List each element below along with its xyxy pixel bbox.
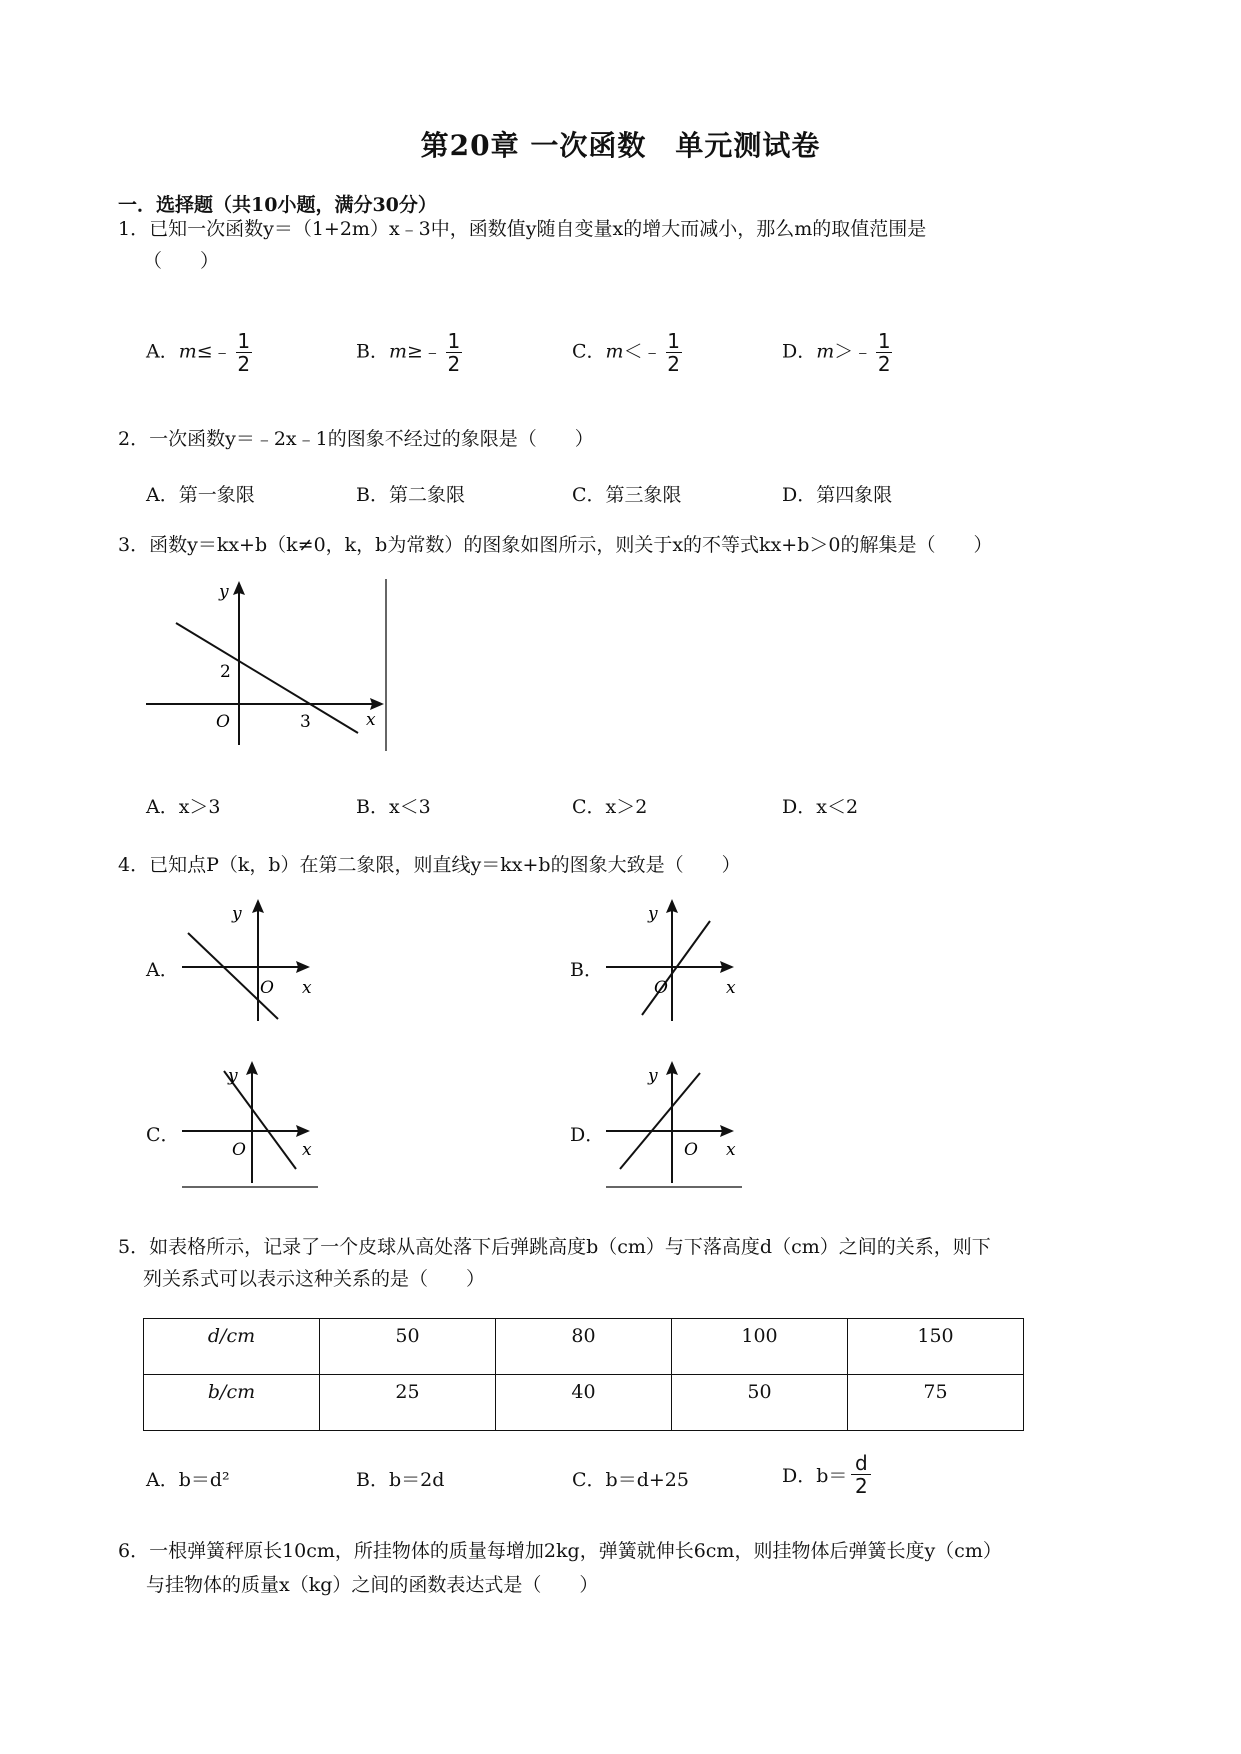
table-cell: 50 — [672, 1375, 848, 1431]
question-3 — [118, 530, 992, 560]
fraction-numerator: 1 — [237, 329, 251, 353]
option-var: m — [605, 340, 624, 363]
q2-option-c[interactable]: C．第三象限 — [572, 484, 682, 506]
option-relation: ＜﹣ — [623, 340, 662, 363]
x-axis-label: x — [726, 1140, 736, 1160]
q4-option-d-label[interactable]: D． — [570, 1124, 605, 1146]
fraction — [876, 330, 892, 375]
fraction-numerator: 1 — [447, 329, 461, 353]
option-label: D． — [782, 340, 817, 363]
q1-option-d[interactable] — [782, 330, 892, 375]
option-label: A． — [146, 340, 179, 363]
function-line — [188, 933, 278, 1019]
origin-label: O — [684, 1140, 698, 1160]
fraction-denominator: 2 — [855, 1474, 868, 1498]
question-6-number: 6． — [118, 1540, 150, 1562]
x-axis-arrow-icon — [370, 698, 384, 710]
question-6 — [118, 1536, 1128, 1566]
question-2-text: 一次函数y＝﹣2x﹣1的图象不经过的象限是（ ） — [149, 428, 594, 450]
q5-option-a[interactable]: A．b＝d² — [146, 1469, 230, 1491]
table-cell: 100 — [672, 1319, 848, 1375]
x-axis-arrow-icon — [720, 961, 734, 973]
option-var: m — [388, 340, 407, 363]
q1-option-a[interactable] — [146, 330, 252, 375]
function-line — [176, 623, 358, 733]
x-axis-label: x — [366, 710, 376, 730]
q5-option-c[interactable]: C．b＝d+25 — [572, 1469, 689, 1491]
q1-option-c[interactable] — [572, 330, 682, 375]
y-axis-label: y — [648, 1066, 658, 1086]
table-cell: 75 — [848, 1375, 1024, 1431]
origin-label: O — [216, 712, 230, 732]
fraction-numerator: 1 — [877, 329, 891, 353]
table-cell — [144, 1375, 320, 1431]
q1-option-b[interactable] — [356, 330, 462, 375]
fraction-numerator: 1 — [667, 329, 680, 353]
q4-option-b-label[interactable]: B． — [570, 959, 603, 981]
question-2 — [118, 424, 594, 454]
section-heading: 一．选择题（共10小题，满分30分） — [118, 194, 437, 216]
q4-option-b-graph[interactable] — [604, 893, 744, 1023]
fraction — [236, 330, 252, 375]
q2-option-a[interactable]: A．第一象限 — [146, 484, 255, 506]
q3-graph — [140, 575, 400, 755]
fraction-denominator: 2 — [667, 352, 680, 376]
table-cell: 50 — [320, 1319, 496, 1375]
table-header-b: b/cm — [207, 1381, 256, 1403]
question-3-text: 函数y＝kx+b（k≠0，k，b为常数）的图象如图所示，则关于x的不等式kx+b＞0的解集是（ ） — [149, 534, 993, 556]
q4-option-d-graph[interactable] — [604, 1055, 744, 1190]
q3-option-a[interactable]: A．x＞3 — [146, 796, 221, 818]
question-5 — [118, 1232, 1128, 1262]
fraction-denominator: 2 — [877, 352, 891, 376]
q4-option-a-label[interactable]: A． — [146, 959, 179, 981]
q3-option-d[interactable]: D．x＜2 — [782, 796, 859, 818]
option-label: B． — [356, 340, 389, 363]
option-var: m — [178, 340, 197, 363]
origin-label: O — [232, 1140, 246, 1160]
option-var: m — [816, 340, 835, 363]
x-intercept-label: 3 — [300, 712, 311, 732]
y-intercept-label: 2 — [220, 662, 231, 682]
question-3-number: 3． — [118, 534, 150, 556]
table-cell: 80 — [496, 1319, 672, 1375]
table-cell: 25 — [320, 1375, 496, 1431]
y-axis-arrow-icon — [666, 1061, 678, 1075]
question-1-text: 已知一次函数y＝（1+2m）x﹣3中，函数值y随自变量x的增大而减小，那么m的取值范围是 — [149, 218, 927, 240]
y-axis-label: y — [228, 1066, 238, 1086]
fraction-denominator: 2 — [237, 352, 251, 376]
fraction — [446, 330, 462, 375]
question-5-text-cont: 列关系式可以表示这种关系的是（ ） — [143, 1268, 486, 1290]
option-relation: ≥﹣ — [407, 340, 442, 363]
y-axis-label: y — [648, 904, 658, 924]
q5-data-table — [143, 1318, 1024, 1431]
table-row — [144, 1375, 1024, 1431]
y-axis-arrow-icon — [252, 899, 264, 913]
option-relation: ≤﹣ — [196, 340, 232, 363]
x-axis-label: x — [726, 978, 736, 998]
x-axis-label: x — [302, 978, 312, 998]
question-2-number: 2． — [118, 428, 150, 450]
origin-label: O — [654, 978, 668, 998]
q2-option-d[interactable]: D．第四象限 — [782, 484, 893, 506]
y-axis-label: y — [219, 582, 229, 602]
q4-option-a-graph[interactable] — [180, 893, 320, 1023]
x-axis-arrow-icon — [296, 1125, 310, 1137]
q4-option-c-graph[interactable] — [180, 1055, 320, 1190]
question-4-text: 已知点P（k，b）在第二象限，则直线y＝kx+b的图象大致是（ ） — [149, 854, 741, 876]
question-5-text: 如表格所示，记录了一个皮球从高处落下后弹跳高度b（cm）与下落高度d（cm）之间的关系，则下 — [149, 1236, 991, 1258]
q3-option-c[interactable]: C．x＞2 — [572, 796, 648, 818]
fraction-numerator: d — [855, 1451, 868, 1475]
fraction — [666, 330, 682, 375]
y-axis-arrow-icon — [233, 581, 245, 595]
question-1 — [118, 214, 1128, 244]
origin-label: O — [260, 978, 274, 998]
option-label: C． — [572, 340, 606, 363]
page-title: 第20章 一次函数 单元测试卷 — [420, 129, 821, 162]
question-6-text-cont: 与挂物体的质量x（kg）之间的函数表达式是（ ） — [146, 1574, 599, 1596]
x-axis-label: x — [302, 1140, 312, 1160]
question-1-bracket: （ ） — [143, 250, 220, 272]
question-4-number: 4． — [118, 854, 150, 876]
y-axis-arrow-icon — [666, 899, 678, 913]
x-axis-arrow-icon — [296, 961, 310, 973]
q5-option-b[interactable]: B．b＝2d — [356, 1469, 445, 1491]
table-cell: 40 — [496, 1375, 672, 1431]
question-6-text: 一根弹簧秤原长10cm，所挂物体的质量每增加2kg，弹簧就伸长6cm，则挂物体后弹簧长度y（cm） — [149, 1540, 1002, 1562]
fraction — [851, 1452, 871, 1497]
question-1-number: 1． — [118, 218, 150, 240]
table-cell — [144, 1319, 320, 1375]
x-axis-arrow-icon — [720, 1125, 734, 1137]
y-axis-label: y — [232, 904, 242, 924]
table-row — [144, 1319, 1024, 1375]
option-relation: ＞﹣ — [834, 340, 873, 363]
table-cell: 150 — [848, 1319, 1024, 1375]
q3-option-b[interactable]: B．x＜3 — [356, 796, 431, 818]
y-axis-arrow-icon — [246, 1061, 258, 1075]
q2-option-b[interactable]: B．第二象限 — [356, 484, 465, 506]
question-4 — [118, 850, 741, 880]
table-header-d: d/cm — [207, 1325, 256, 1347]
q4-option-c-label[interactable]: C． — [146, 1124, 180, 1146]
fraction-denominator: 2 — [447, 352, 461, 376]
question-5-number: 5． — [118, 1236, 150, 1258]
q5-option-d[interactable] — [782, 1452, 871, 1497]
option-label: D．b＝ — [782, 1465, 848, 1487]
